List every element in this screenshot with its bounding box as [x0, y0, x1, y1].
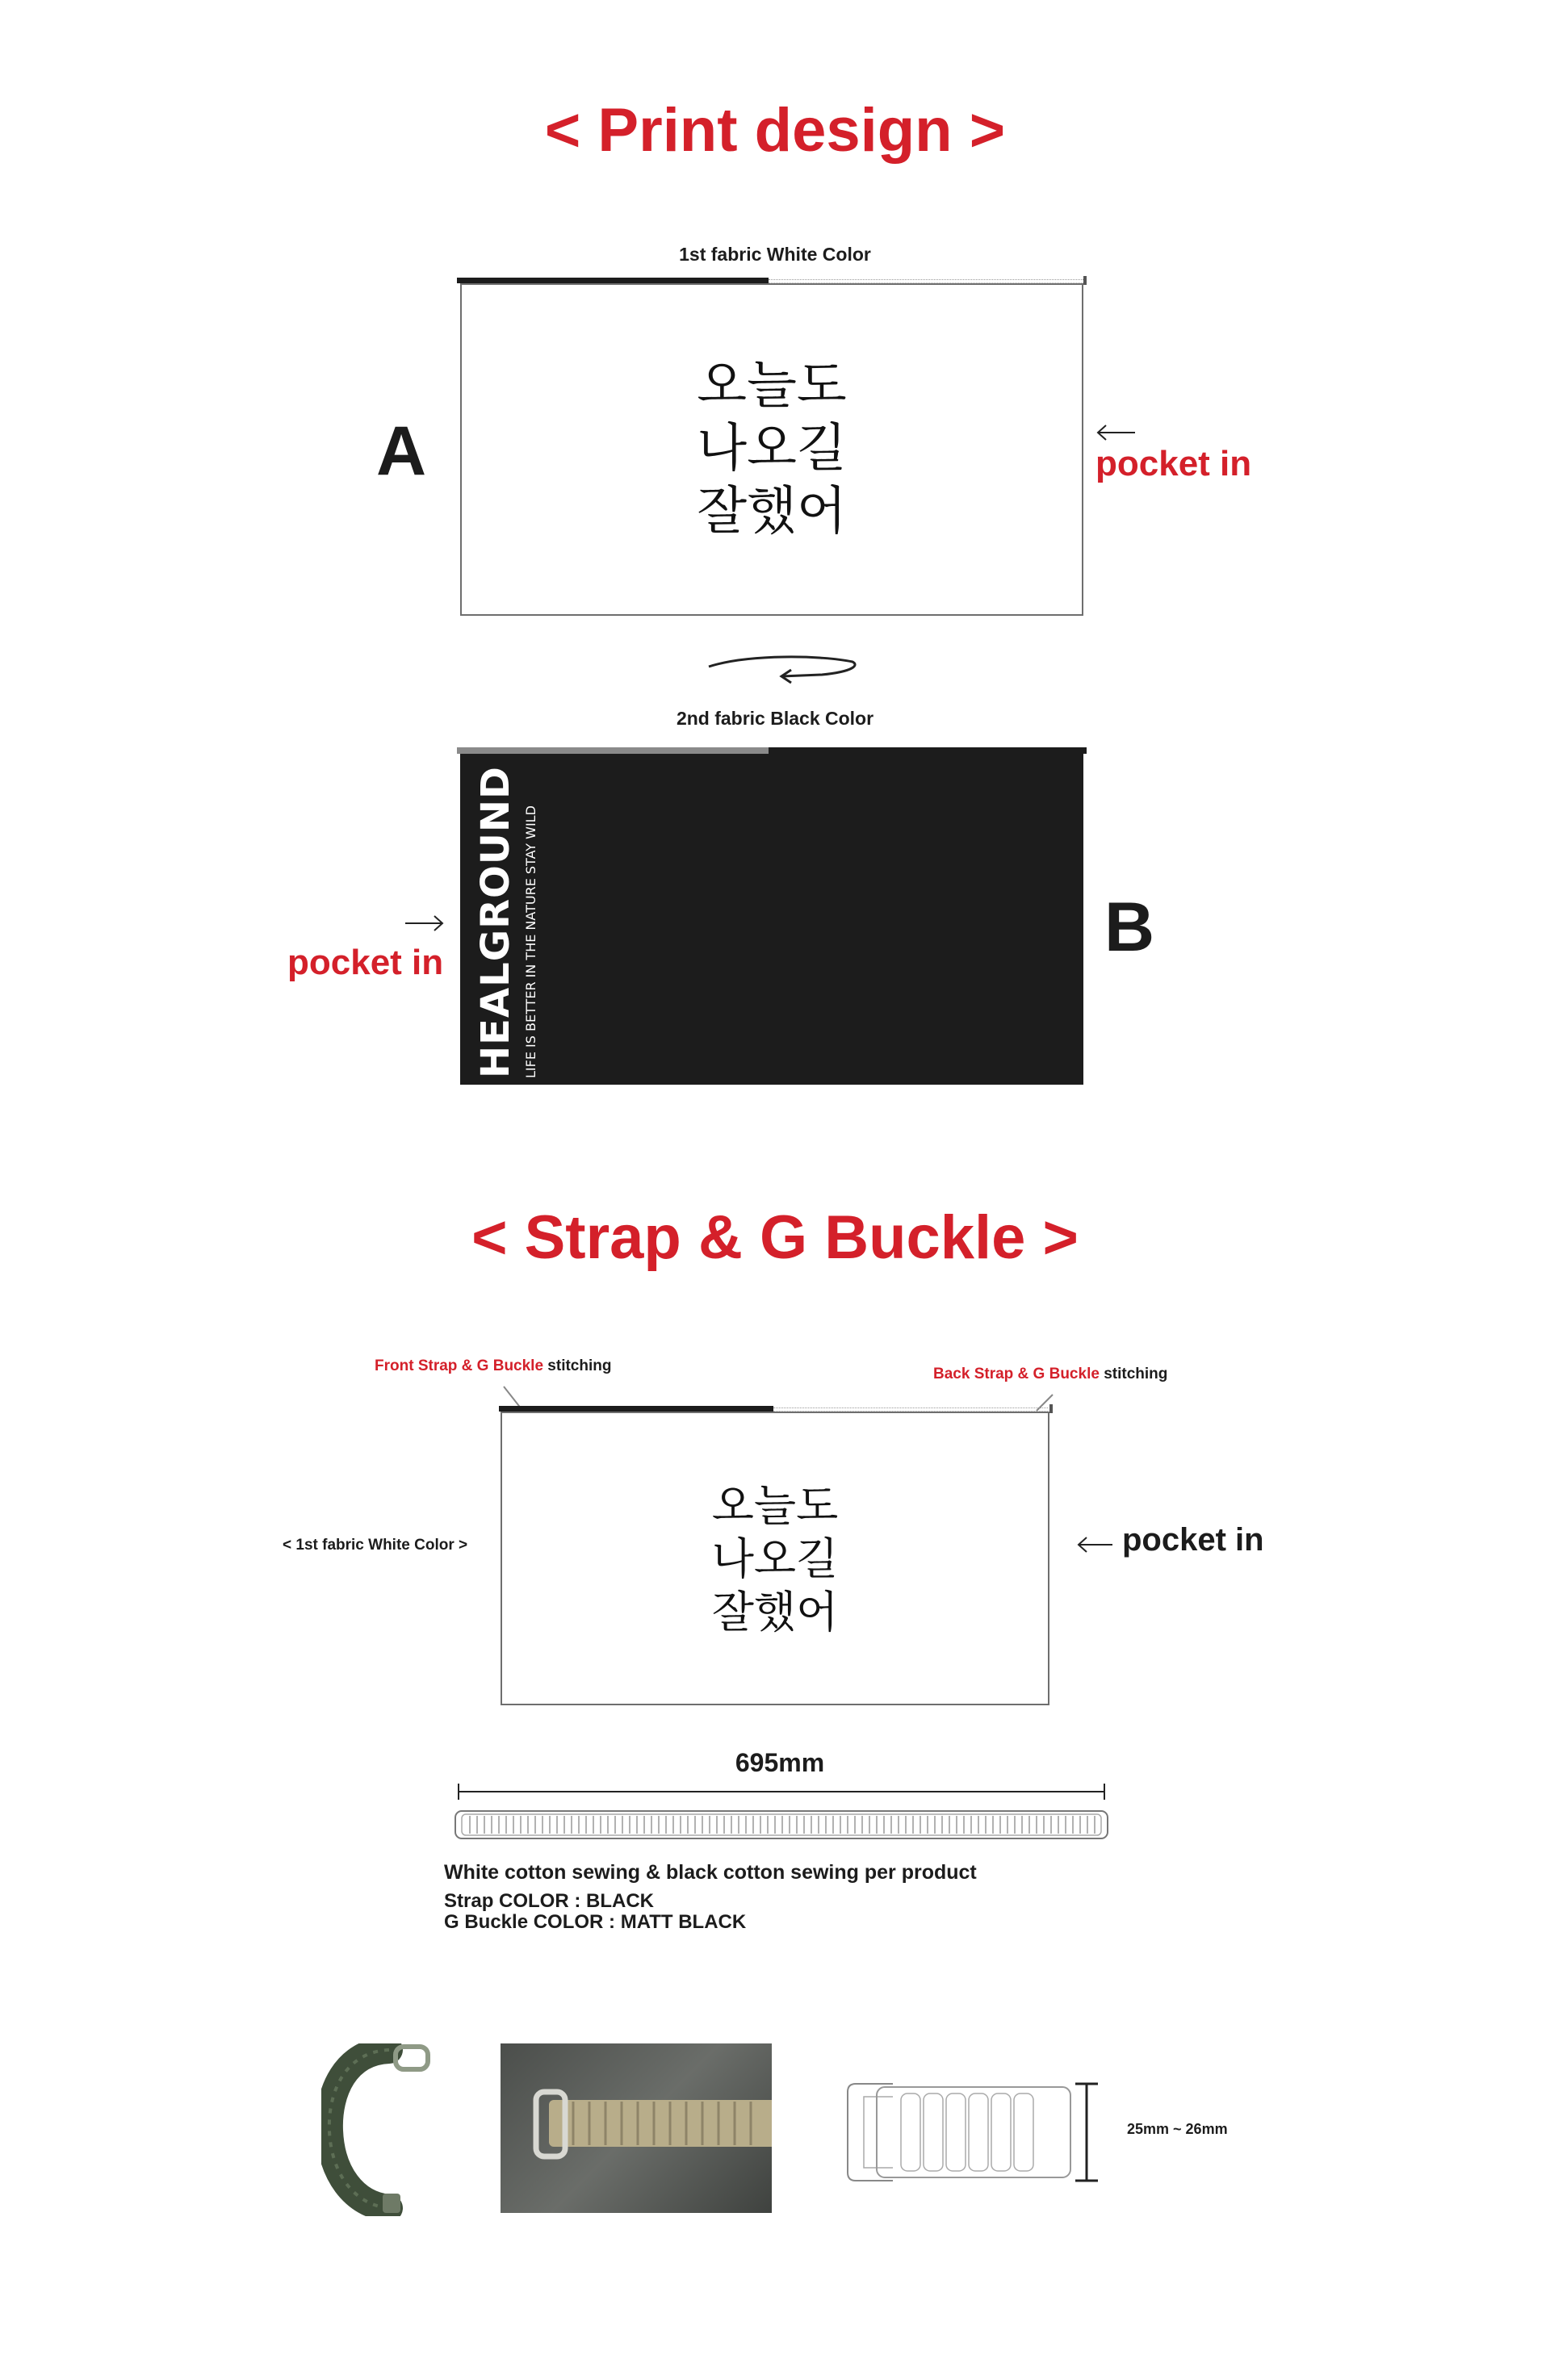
strap-photo-green — [321, 2043, 447, 2216]
back-stitch-label — [933, 1366, 1167, 1383]
strap-line-1: 오늘도 — [711, 1480, 839, 1531]
strap-panel-text — [502, 1479, 1048, 1639]
spec-note-sewing: White cotton sewing & black cotton sewing per product — [444, 1861, 977, 1884]
spec-buckle-color: G Buckle COLOR : MATT BLACK — [444, 1911, 747, 1933]
fabric-b-top-strap — [457, 747, 1087, 754]
strap-width-diagram — [844, 2076, 1103, 2189]
fabric-a-pocket-label: pocket in — [1095, 444, 1252, 483]
front-stitch-label — [375, 1357, 611, 1375]
strap-line-3: 잘했어 — [711, 1587, 839, 1638]
fabric-b-panel — [460, 754, 1083, 1085]
strap-pocket-arrow-icon — [1075, 1535, 1114, 1554]
fabric-b-pocket-label: pocket in — [287, 943, 444, 982]
fabric-a-panel — [460, 283, 1083, 616]
back-stitch-black: stitching — [1099, 1366, 1168, 1382]
strap-length-diagram — [454, 1776, 1109, 1856]
fabric-a-letter: A — [376, 412, 427, 490]
spec-strap-color: Strap COLOR : BLACK — [444, 1890, 654, 1912]
fabric-b-pocket-arrow-icon — [404, 914, 446, 933]
strap-panel-top-strap — [499, 1406, 1053, 1412]
flip-arrow-icon — [701, 650, 859, 686]
fabric-a-pocket-arrow-icon — [1095, 423, 1137, 442]
fabric-a-line-1: 오늘도 — [697, 356, 847, 416]
print-design-heading: < Print design > — [544, 96, 1006, 165]
strap-side-label: < 1st fabric White Color > — [283, 1537, 468, 1554]
fabric-b-caption: 2nd fabric Black Color — [676, 708, 874, 729]
strap-heading: < Strap & G Buckle > — [471, 1203, 1079, 1272]
front-stitch-red: Front Strap & G Buckle — [375, 1357, 544, 1374]
fabric-a-text — [462, 354, 1082, 543]
fabric-a-line-2: 나오길 — [697, 419, 847, 479]
buckle-photo-strap — [501, 2043, 772, 2213]
strap-length-label: 695mm — [735, 1748, 825, 1777]
fabric-a-caption: 1st fabric White Color — [679, 244, 871, 265]
fabric-b-brand-wrap — [473, 763, 518, 1078]
fabric-b-letter: B — [1104, 889, 1155, 966]
strap-panel — [501, 1412, 1049, 1705]
fabric-a-top-strap — [457, 278, 1087, 283]
buckle-photo — [501, 2043, 772, 2213]
fabric-b-slogan-wrap — [523, 763, 539, 1078]
strap-line-2: 나오길 — [711, 1533, 839, 1584]
fabric-b-brand: HEALGROUND — [473, 766, 518, 1078]
front-stitch-black: stitching — [543, 1357, 612, 1374]
strap-pocket-label: pocket in — [1122, 1522, 1264, 1558]
fabric-a-line-3: 잘했어 — [697, 482, 847, 542]
fabric-b-slogan: LIFE IS BETTER IN THE NATURE STAY WILD — [523, 805, 538, 1078]
back-stitch-red: Back Strap & G Buckle — [933, 1366, 1100, 1382]
strap-width-label: 25mm ~ 26mm — [1127, 2121, 1228, 2137]
